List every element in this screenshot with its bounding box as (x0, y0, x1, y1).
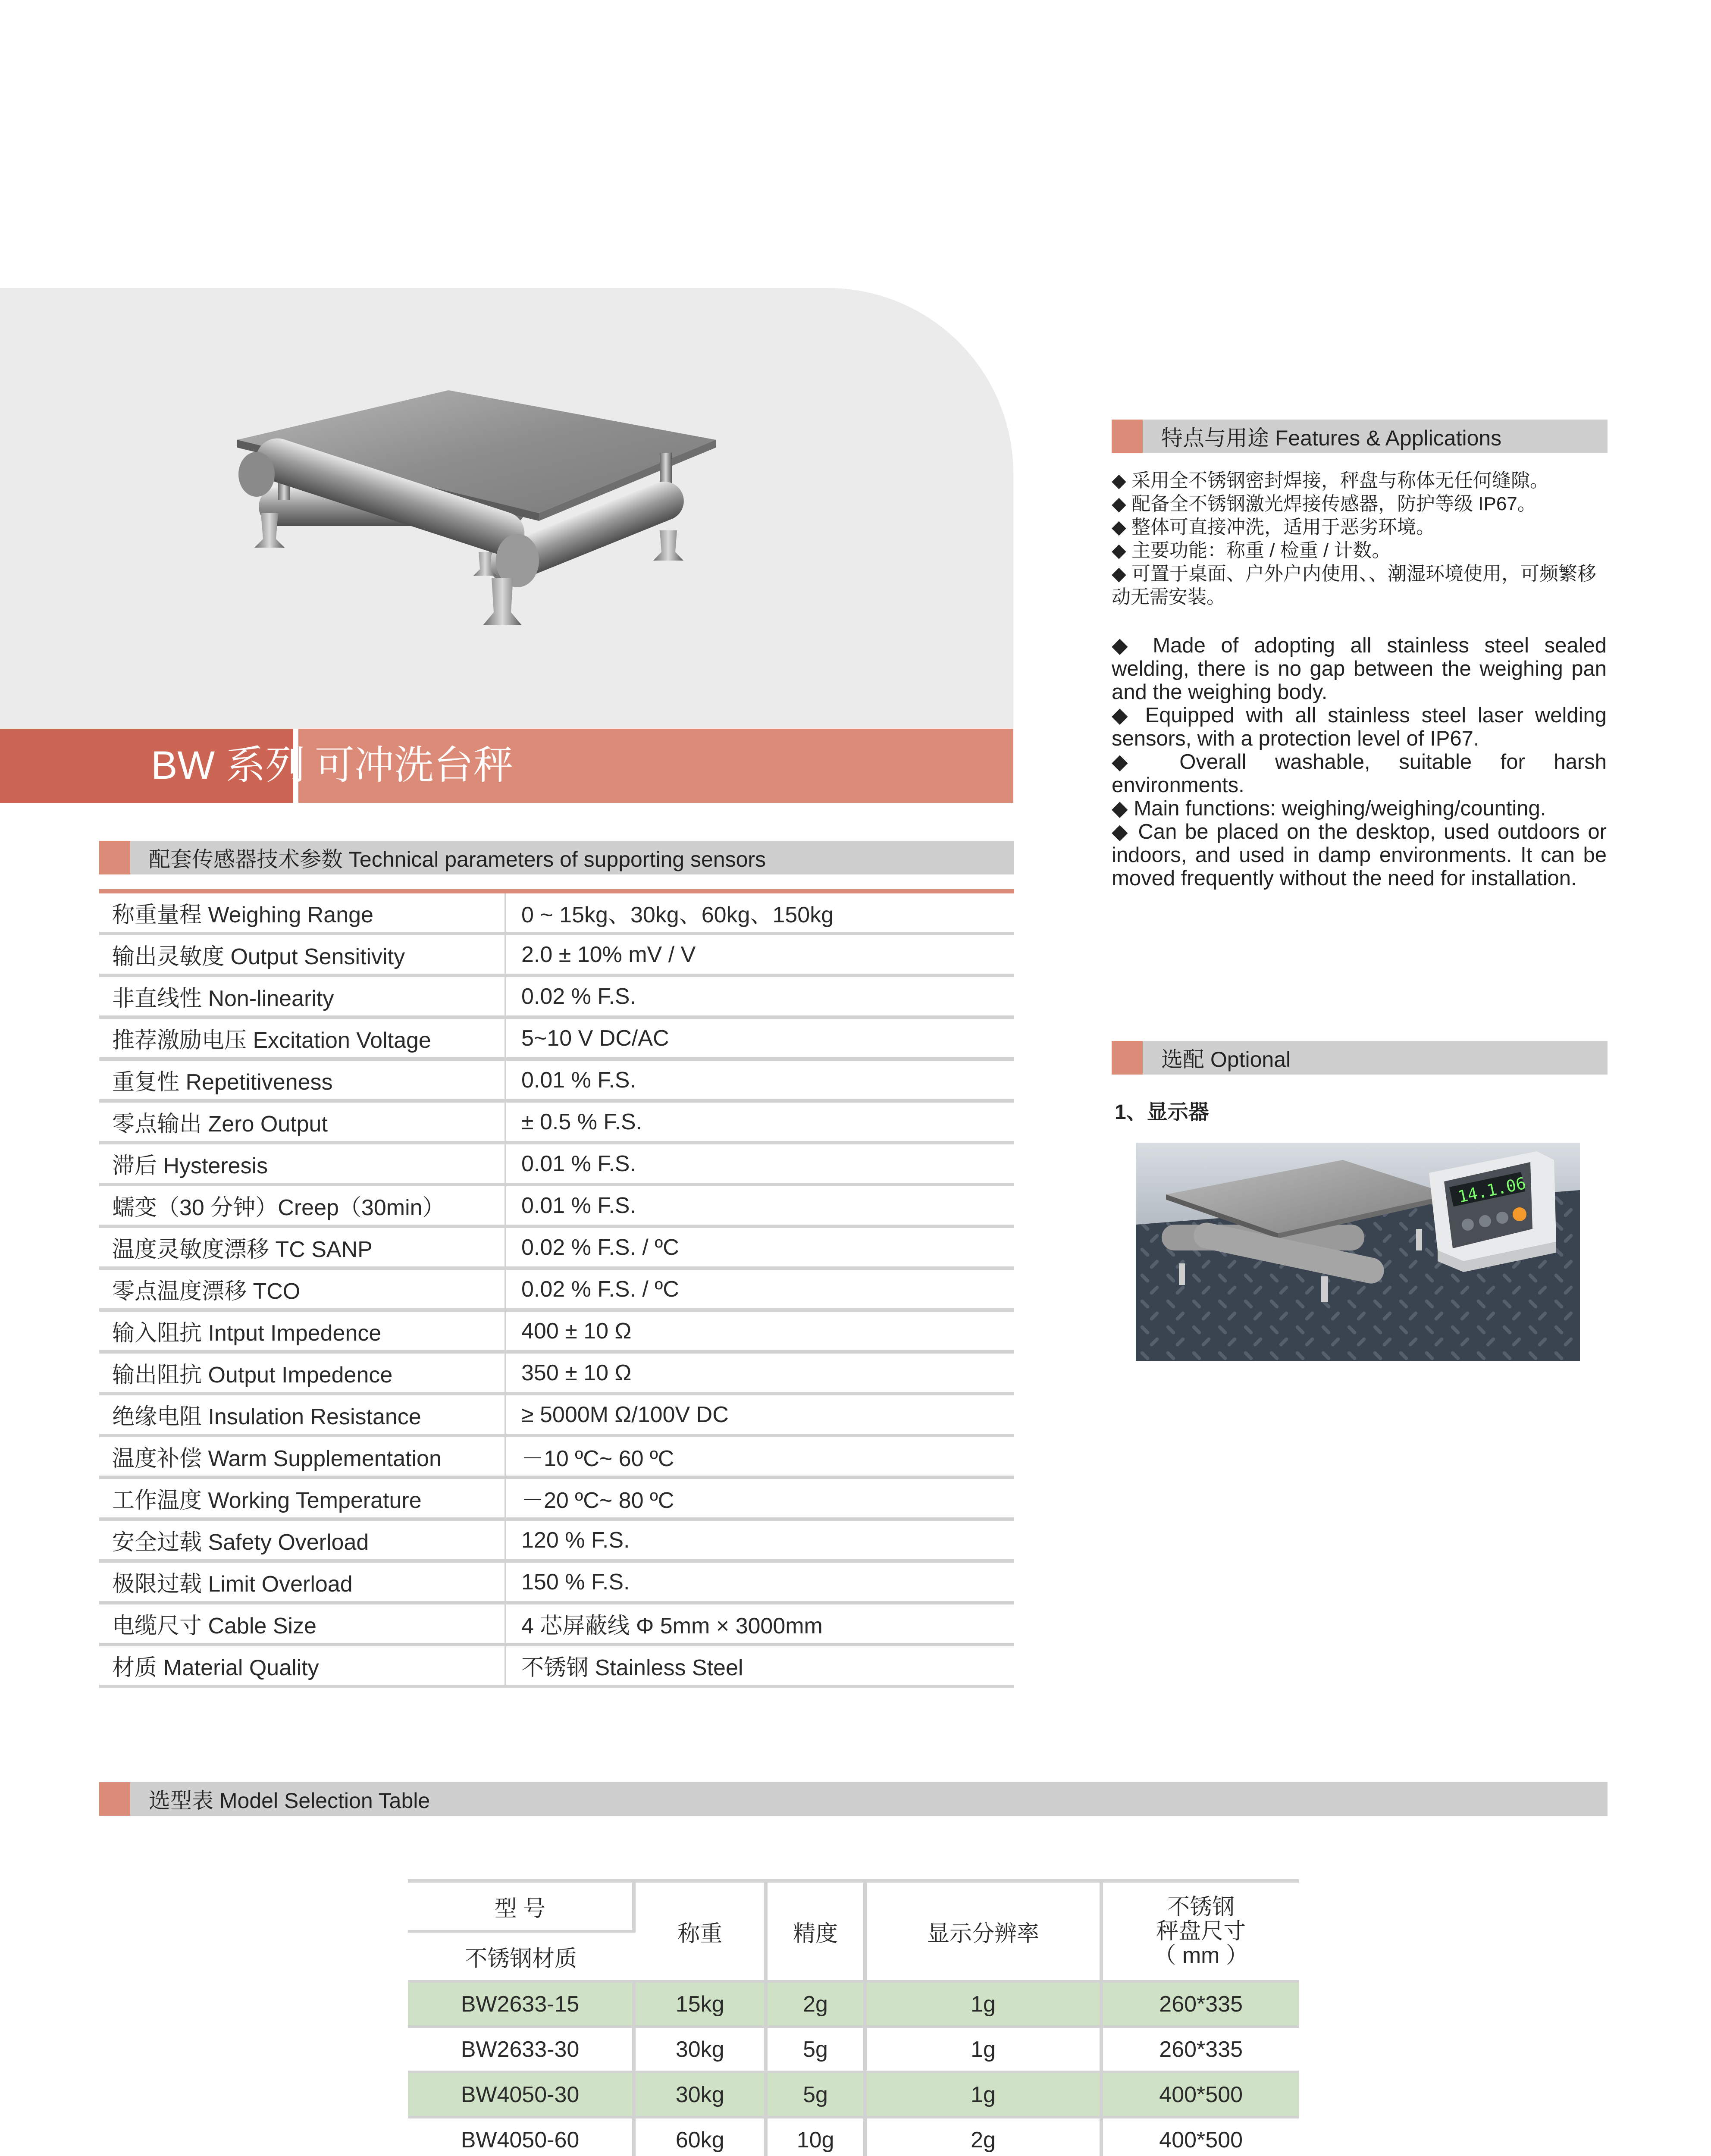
param-row (99, 1604, 1014, 1646)
param-value: 350 ± 10 Ω (521, 1360, 632, 1385)
param-label: 推荐激励电压 Excitation Voltage (99, 1019, 506, 1057)
params-section-header (99, 841, 1014, 874)
param-value: 0.01 % F.S. (521, 1151, 636, 1176)
model-cell-model: BW4050-60 (408, 2117, 634, 2156)
param-label: 输入阻抗 Intput Impedence (99, 1312, 506, 1350)
feature-en-item: ◆ Overall washable, suitable for harsh environments. (1112, 750, 1607, 797)
param-value: 0.02 % F.S. (521, 984, 636, 1009)
col-header-size-line3: （ mm ） (1153, 1943, 1248, 1968)
optional-section-title: 选配 Optional (1161, 1047, 1291, 1072)
optional-item-label: 1、显示器 (1115, 1101, 1209, 1124)
model-selection-table (408, 1879, 1299, 2156)
model-cell-size: 260*335 (1159, 2037, 1243, 2062)
param-row (99, 1479, 1014, 1521)
scale-with-display-photo (1136, 1143, 1580, 1361)
param-value: 120 % F.S. (521, 1527, 630, 1553)
param-row (99, 935, 1014, 977)
params-table (99, 889, 1014, 1688)
model-cell-resolution: 2g (865, 2117, 1102, 2156)
feature-cn-item: ◆ 采用全不锈钢密封焊接，秤盘与称体无任何缝隙。 (1112, 470, 1549, 491)
model-row (408, 2117, 1299, 2156)
param-row (99, 1563, 1014, 1604)
col-header-capacity: 称重 (634, 1881, 766, 1981)
param-label: 绝缘电阻 Insulation Resistance (99, 1395, 506, 1434)
model-cell-model: BW2633-30 (408, 2027, 634, 2072)
model-cell-precision: 2g (766, 1981, 865, 2027)
param-row (99, 1521, 1014, 1563)
param-row (99, 1312, 1014, 1354)
col-header-size-line1: 不锈钢 (1167, 1895, 1235, 1920)
col-header-size-line2: 秤盘尺寸 (1156, 1919, 1246, 1944)
param-label: 输出阻抗 Output Impedence (99, 1354, 506, 1392)
param-row (99, 1437, 1014, 1479)
param-label: 温度灵敏度漂移 TC SANP (99, 1228, 506, 1266)
model-cell-size: 260*335 (1159, 1991, 1243, 2017)
col-header-size (1101, 1881, 1299, 1981)
feature-en-item: ◆ Main functions: weighing/weighing/counting. (1112, 797, 1546, 820)
section-marker (1112, 1041, 1143, 1075)
param-value: ≥ 5000M Ω/100V DC (521, 1402, 729, 1427)
param-label: 非直线性 Non-linearity (99, 977, 506, 1015)
param-row (99, 1144, 1014, 1186)
feature-en-item: ◆ Can be placed on the desktop, used outdoors or indoors, and used in damp environments. It can be moved frequently without the need for installation. (1112, 820, 1607, 890)
param-row (99, 1228, 1014, 1270)
col-header-model: 型 号 (408, 1881, 634, 1931)
col-header-resolution: 显示分辨率 (865, 1881, 1102, 1981)
model-cell-capacity: 30kg (634, 2072, 766, 2117)
param-label: 极限过载 Limit Overload (99, 1563, 506, 1601)
model-cell-capacity: 60kg (634, 2117, 766, 2156)
param-label: 材质 Material Quality (99, 1646, 506, 1685)
model-cell-size: 400*500 (1159, 2127, 1243, 2153)
param-value: 0.01 % F.S. (521, 1193, 636, 1218)
model-cell-precision: 10g (766, 2117, 865, 2156)
features-section-header (1112, 420, 1608, 453)
param-value: 0.02 % F.S. / ºC (521, 1235, 679, 1260)
param-label: 工作温度 Working Temperature (99, 1479, 506, 1517)
feature-cn-item: ◆ 可置于桌面、户外户内使用、、潮湿环境使用，可频繁移动无需安装。 (1112, 563, 1597, 608)
model-row (408, 2072, 1299, 2117)
section-marker (99, 841, 130, 874)
col-header-precision: 精度 (766, 1881, 865, 1981)
param-value: 150 % F.S. (521, 1569, 630, 1595)
feature-cn-item: ◆ 主要功能：称重 / 检重 / 计数。 (1112, 540, 1391, 561)
feature-en-item: ◆ Equipped with all stainless steel laser welding sensors, with a protection level of IP67. (1112, 704, 1607, 750)
param-row (99, 1103, 1014, 1144)
model-cell-model: BW4050-30 (408, 2072, 634, 2117)
series-title: BW 系列 (151, 743, 305, 787)
model-row (408, 1981, 1299, 2027)
param-value: 5~10 V DC/AC (521, 1025, 669, 1051)
param-row (99, 1354, 1014, 1395)
model-cell-capacity: 30kg (634, 2027, 766, 2072)
features-section-title: 特点与用途 Features & Applications (1161, 426, 1502, 450)
feature-cn-item: ◆ 整体可直接冲洗，适用于恶劣环境。 (1112, 517, 1435, 538)
model-cell-capacity: 15kg (634, 1981, 766, 2027)
param-value: 400 ± 10 Ω (521, 1318, 632, 1344)
features-english (1112, 634, 1607, 890)
param-value: 0 ~ 15kg、30kg、60kg、150kg (521, 903, 834, 928)
param-value: 0.02 % F.S. / ºC (521, 1276, 679, 1302)
model-cell-size: 400*500 (1159, 2082, 1243, 2107)
param-row (99, 1019, 1014, 1061)
param-value: 不锈钢 Stainless Steel (521, 1655, 743, 1680)
bench-scale-photo (207, 371, 742, 655)
param-value: 0.01 % F.S. (521, 1067, 636, 1093)
param-value: －10 ºC~ 60 ºC (521, 1446, 674, 1471)
models-section-title: 选型表 Model Selection Table (149, 1789, 430, 1813)
model-cell-resolution: 1g (865, 2072, 1102, 2117)
param-label: 蠕变（30 分钟）Creep（30min） (99, 1186, 506, 1225)
param-row (99, 1270, 1014, 1312)
feature-cn-item: ◆ 配备全不锈钢激光焊接传感器，防护等级 IP67。 (1112, 493, 1536, 514)
feature-en-item: ◆ Made of adopting all stainless steel sealed welding, there is no gap between the weighing pan and the weighing body. (1112, 634, 1607, 704)
param-row (99, 1186, 1014, 1228)
param-row (99, 893, 1014, 935)
model-cell-precision: 5g (766, 2027, 865, 2072)
param-row (99, 1646, 1014, 1688)
param-label: 温度补偿 Warm Supplementation (99, 1437, 506, 1476)
model-row (408, 2027, 1299, 2072)
param-label: 零点温度漂移 TCO (99, 1270, 506, 1308)
param-label: 电缆尺寸 Cable Size (99, 1604, 506, 1643)
param-label: 安全过载 Safety Overload (99, 1521, 506, 1559)
param-value: 2.0 ± 10% mV / V (521, 942, 696, 967)
model-cell-model: BW2633-15 (408, 1981, 634, 2027)
params-section-title: 配套传感器技术参数 Technical parameters of supporting sensors (149, 847, 766, 871)
section-marker (1112, 420, 1143, 453)
param-row (99, 1395, 1014, 1437)
model-cell-precision: 5g (766, 2072, 865, 2117)
display-reading: 14.1.06 (1456, 1173, 1528, 1206)
product-title: 可冲洗台秤 (315, 743, 514, 787)
param-label: 滞后 Hysteresis (99, 1144, 506, 1183)
model-cell-resolution: 1g (865, 2027, 1102, 2072)
param-value: ± 0.5 % F.S. (521, 1109, 642, 1134)
models-section-header (99, 1782, 1608, 1816)
param-label: 零点输出 Zero Output (99, 1103, 506, 1141)
param-row (99, 977, 1014, 1019)
param-label: 重复性 Repetitiveness (99, 1061, 506, 1099)
params-table-topline (99, 889, 1014, 893)
param-label: 称重量程 Weighing Range (99, 893, 506, 932)
param-row (99, 1061, 1014, 1103)
param-label: 输出灵敏度 Output Sensitivity (99, 935, 506, 974)
features-chinese (1112, 469, 1607, 609)
param-value: －20 ºC~ 80 ºC (521, 1488, 674, 1513)
section-marker (99, 1782, 130, 1816)
optional-section-header (1112, 1041, 1608, 1075)
model-cell-resolution: 1g (865, 1981, 1102, 2027)
col-header-material: 不锈钢材质 (408, 1931, 634, 1981)
param-value: 4 芯屏蔽线 Φ 5mm × 3000mm (521, 1614, 823, 1639)
